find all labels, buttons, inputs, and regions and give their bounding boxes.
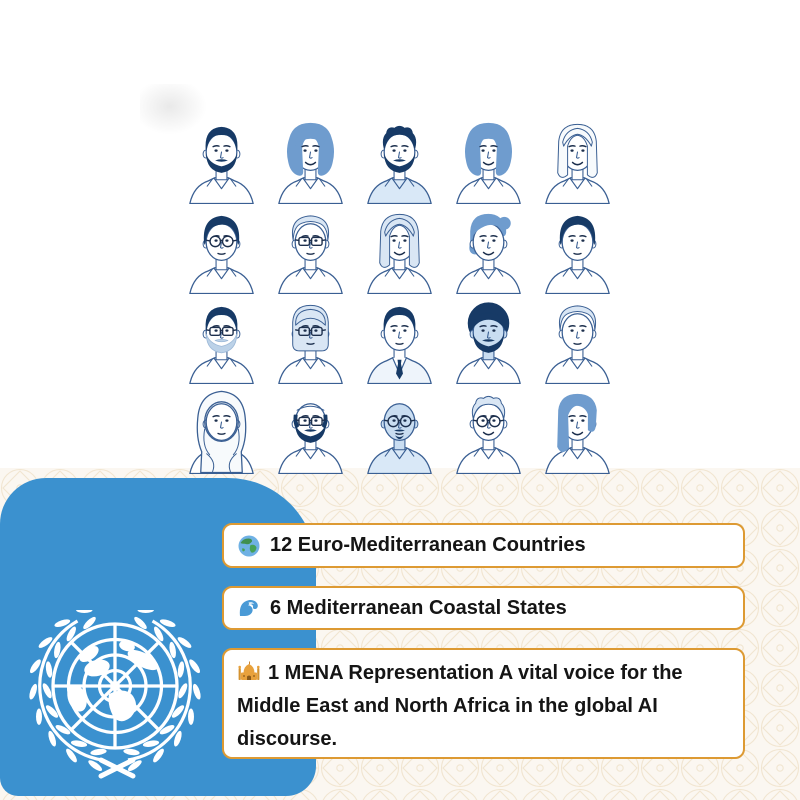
card-text: 1 MENA Representation A vital voice for the Middle East and North Africa in the global AI discourse. [237, 662, 683, 750]
info-cards [222, 523, 745, 763]
wave-icon [237, 596, 261, 620]
portrait [266, 114, 355, 204]
portrait [533, 204, 622, 294]
portrait [266, 204, 355, 294]
card-text-wrap [224, 650, 743, 765]
portrait [355, 294, 444, 384]
card-text: 6 Mediterranean Coastal States [270, 596, 567, 619]
info-card-mena [222, 648, 745, 759]
portrait [355, 204, 444, 294]
portrait [444, 114, 533, 204]
portrait [177, 384, 266, 474]
un-emblem [9, 610, 221, 790]
portrait [444, 294, 533, 384]
portrait [533, 114, 622, 204]
info-card-coastal-states [222, 586, 745, 630]
portrait [266, 294, 355, 384]
card-text: 12 Euro-Mediterranean Countries [270, 534, 586, 556]
portrait [533, 294, 622, 384]
portrait [266, 384, 355, 474]
globe-africa-icon [237, 534, 261, 558]
portrait [533, 384, 622, 474]
portrait [177, 114, 266, 204]
portrait [177, 204, 266, 294]
portrait [444, 204, 533, 294]
mosque-icon [237, 659, 261, 683]
portrait [355, 114, 444, 204]
portraits-grid [177, 114, 622, 474]
info-card-countries [222, 523, 745, 568]
portrait [177, 294, 266, 384]
portrait [355, 384, 444, 474]
portrait [444, 384, 533, 474]
